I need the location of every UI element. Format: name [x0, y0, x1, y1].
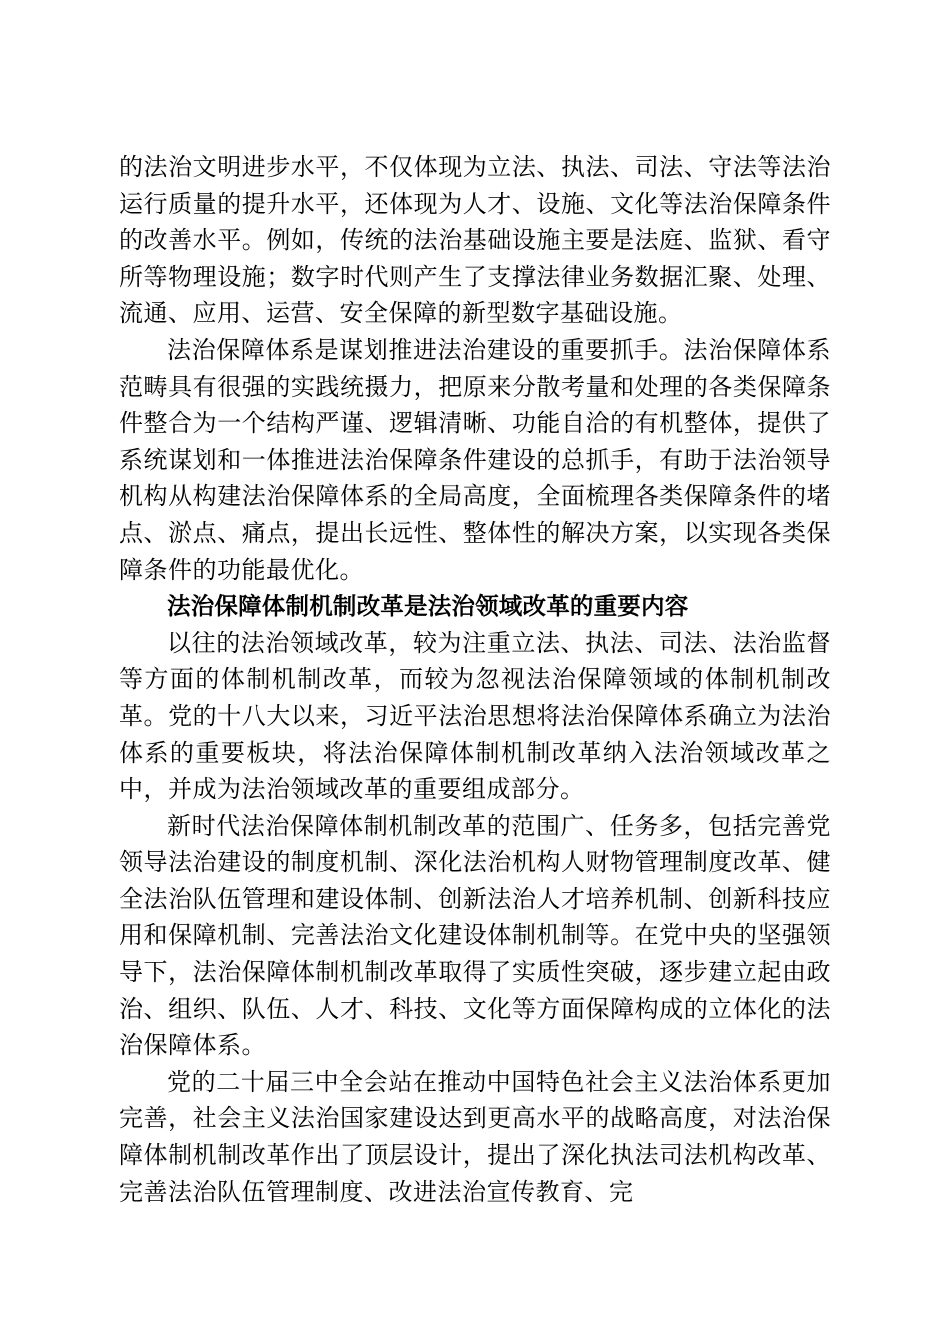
paragraph-2: 法治保障体系是谋划推进法治建设的重要抓手。法治保障体系范畴具有很强的实践统摄力，把原来分散考量和处理的各类保障条件整合为一个结构严谨、逻辑清晰、功能自洽的有机整体，提供了系统谋划和一体推进法治保障条件建设的总抓手，有助于法治领导机构从构建法治保障体系的全局高度，全面梳理各类保障条件的堵点、淤点、痛点，提出长远性、整体性的解决方案，以实现各类保障条件的功能最优化。: [119, 335, 831, 584]
section-heading: 法治保障体制机制改革是法治领域改革的重要内容: [167, 592, 689, 621]
paragraph-1: 的法治文明进步水平，不仅体现为立法、执法、司法、守法等法治运行质量的提升水平，还体现为人才、设施、文化等法治保障条件的改善水平。例如，传统的法治基础设施主要是法庭、监狱、看守所等物理设施；数字时代则产生了支撑法律业务数据汇聚、处理、流通、应用、运营、安全保障的新型数字基础设施。: [119, 153, 831, 328]
paragraph-4: 新时代法治保障体制机制改革的范围广、任务多，包括完善党领导法治建设的制度机制、深化法治机构人财物管理制度改革、健全法治队伍管理和建设体制、创新法治人才培养机制、创新科技应用和保障机制、完善法治文化建设体制机制等。在党中央的坚强领导下，法治保障体制机制改革取得了实质性突破，逐步建立起由政治、组织、队伍、人才、科技、文化等方面保障构成的立体化的法治保障体系。: [119, 811, 831, 1060]
paragraph-3: 以往的法治领域改革，较为注重立法、执法、司法、法治监督等方面的体制机制改革，而较为忽视法治保障领域的体制机制改革。党的十八大以来，习近平法治思想将法治保障体系确立为法治体系的重要板块，将法治保障体制机制改革纳入法治领域改革之中，并成为法治领域改革的重要组成部分。: [119, 628, 831, 804]
paragraph-5: 党的二十届三中全会站在推动中国特色社会主义法治体系更加完善，社会主义法治国家建设达到更高水平的战略高度，对法治保障体制机制改革作出了顶层设计，提出了深化执法司法机构改革、完善法治队伍管理制度、改进法治宣传教育、完: [119, 1067, 831, 1206]
document-page: [119, 149, 831, 1210]
